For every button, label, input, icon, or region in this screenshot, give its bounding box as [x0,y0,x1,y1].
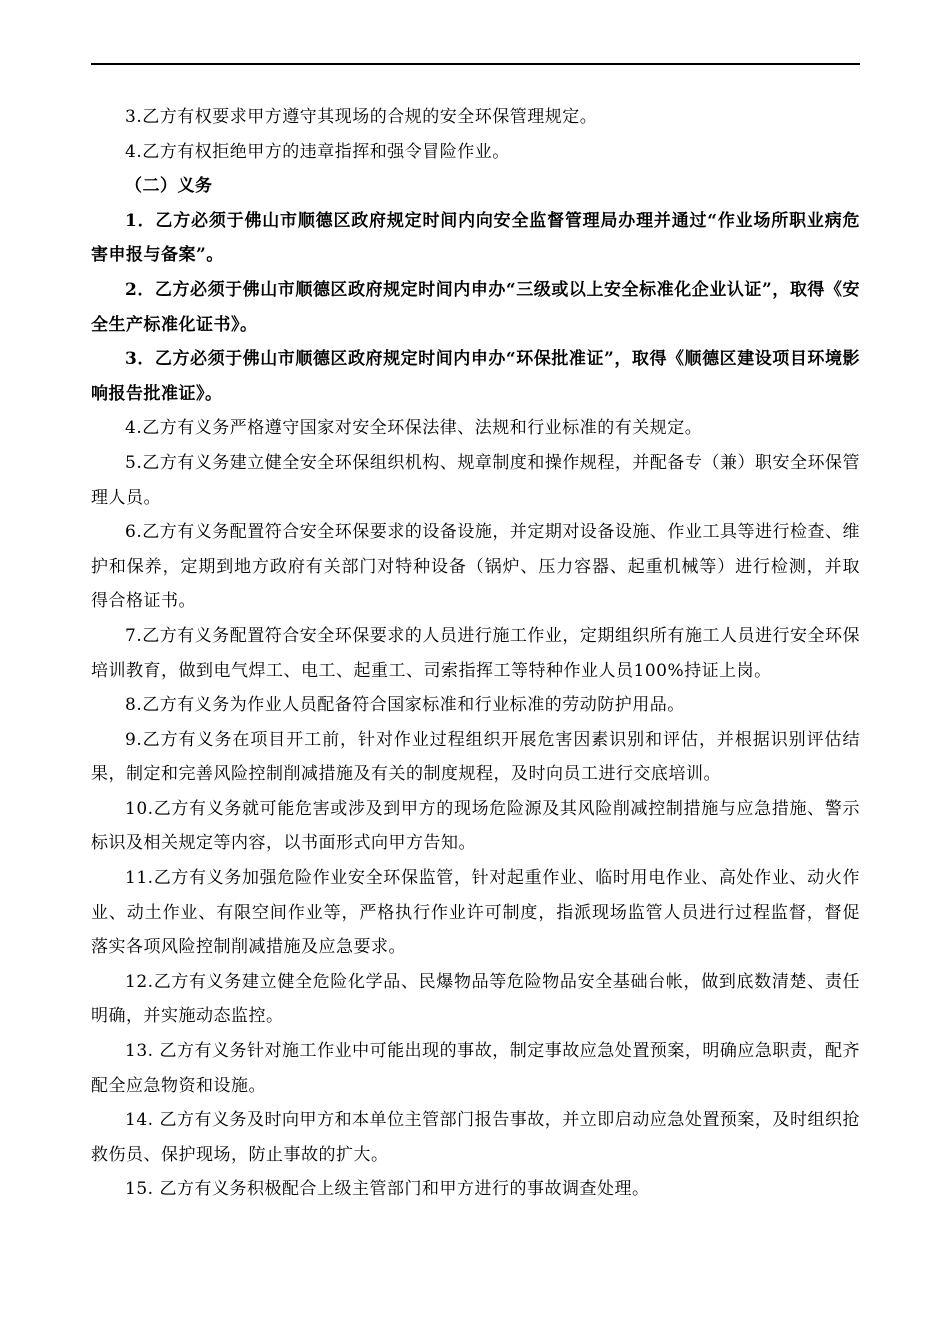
paragraph: 4.乙方有权拒绝甲方的违章指挥和强令冒险作业。 [125,141,510,162]
paragraph: 3．乙方必须于佛山市顺德区政府规定时间内申办“环保批准证”，取得《顺德区建设项目环境影响报告批准证》。 [91,349,860,404]
paragraph: 13. 乙方有义务针对施工作业中可能出现的事故，制定事故应急处置预案，明确应急职责，配齐配全应急物资和设施。 [91,1041,860,1096]
paragraph: 8.乙方有义务为作业人员配备符合国家标准和行业标准的劳动防护用品。 [125,695,685,716]
paragraph: 3.乙方有权要求甲方遵守其现场的合规的安全环保管理规定。 [125,107,598,127]
paragraph: 15. 乙方有义务积极配合上级主管部门和甲方进行的事故调查处理。 [125,1179,650,1200]
paragraph: 2．乙方必须于佛山市顺德区政府规定时间内申办“三级或以上安全标准化企业认证”，取得《安全生产标准化证书》。 [91,279,860,335]
paragraph: 10.乙方有义务就可能危害或涉及到甲方的现场危险源及其风险削减控制措施与应急措施、警示标识及相关规定等内容，以书面形式向甲方告知。 [91,798,860,854]
paragraph: 12.乙方有义务建立健全危险化学品、民爆物品等危险物品安全基础台帐，做到底数清楚、责任明确，并实施动态监控。 [91,971,860,1027]
header-rule [91,63,860,65]
paragraph: 14. 乙方有义务及时向甲方和本单位主管部门报告事故，并立即启动应急处置预案，及时组织抢救伤员、保护现场，防止事故的扩大。 [91,1110,860,1165]
document-body [91,100,860,1207]
paragraph: 5.乙方有义务建立健全安全环保组织机构、规章制度和操作规程，并配备专（兼）职安全环保管理人员。 [91,452,860,508]
paragraph: 7.乙方有义务配置符合安全环保要求的人员进行施工作业，定期组织所有施工人员进行安全环保培训教育，做到电气焊工、电工、起重工、司索指挥工等特种作业人员100%持证上岗。 [91,625,860,681]
paragraph: 6.乙方有义务配置符合安全环保要求的设备设施，并定期对设备设施、作业工具等进行检查、维护和保养，定期到地方政府有关部门对特种设备（锅炉、压力容器、起重机械等）进行检测，并取得合格证书。 [91,522,860,612]
paragraph: 9.乙方有义务在项目开工前，针对作业过程组织开展危害因素识别和评估，并根据识别评估结果，制定和完善风险控制削减措施及有关的制度规程，及时向员工进行交底培训。 [91,729,860,785]
paragraph: 4.乙方有义务严格遵守国家对安全环保法律、法规和行业标准的有关规定。 [125,418,703,439]
section-heading: （二）义务 [125,176,213,197]
paragraph: 11.乙方有义务加强危险作业安全环保监管，针对起重作业、临时用电作业、高处作业、动火作业、动土作业、有限空间作业等，严格执行作业许可制度，指派现场监管人员进行过程监督，督促落实各项风险控制削减措施及应急要求。 [91,868,860,958]
paragraph: 1．乙方必须于佛山市顺德区政府规定时间内向安全监督管理局办理并通过“作业场所职业病危害申报与备案”。 [91,210,860,266]
